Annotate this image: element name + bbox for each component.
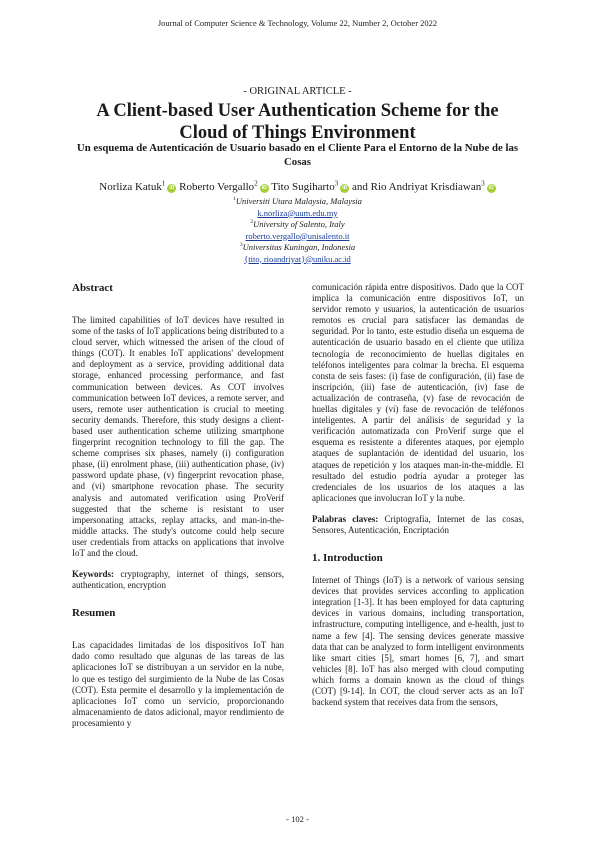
author-affil-sup: 2 (254, 179, 258, 188)
resumen-text-left: Las capacidades limitadas de los dispositivos IoT han dado como resultado que algunas de las tareas de las aplicaciones IoT se distribuyan a un servidor en la nube, lo que es testigo del surgimiento de la Nube de las Cosas (COT). Esta permite el desarrollo y la implementación de aplicaciones IoT como un servicio, proporcionando almacenamiento de datos adicional, mayor rendimiento de procesamiento y (72, 640, 284, 728)
affiliation-email-link[interactable]: {tito, rioandriyat}@uniku.ac.id (244, 253, 351, 264)
keywords (72, 569, 284, 591)
author-name: Norliza Katuk (99, 181, 162, 193)
affiliation-email-line (0, 231, 595, 243)
affiliation-email-line (0, 208, 595, 220)
page-number: - 102 - (286, 814, 309, 824)
affiliation-sup: 3 (239, 242, 243, 249)
author-affil-sup: 3 (481, 179, 485, 188)
abstract-text: The limited capabilities of IoT devices have resulted in some of the tasks of IoT applications being distributed to a cloud server, which witnessed the arisen of the cloud of things (COT). It enables IoT applications' development and deployment as a service, providing additional data storage, enhanced processing performance, and fast communication between devices. As COT involves communication between IoT devices, a remote server, and users, remote user authentication is crucial to meeting security demands. Therefore, this study designs a client-based user authentication scheme utilizing smartphone fingerprint recognition technology to fill the gap. The scheme comprises six phases, namely (i) configuration phase, (ii) enrolment phase, (iii) authentication phase, (iv) password update phase, (v) fingerprint revocation phase, and (vi) smartphone revocation phase. The security analysis and automated verification using ProVerif suggested that the scheme is resistant to user impersonating attacks, replay attacks, and man-in-the-middle attacks. The study's outcome could help secure user credentials from attacks on applications that involve IoT and the cloud. (72, 315, 284, 558)
palabras-text: Criptografía, Internet de las cosas, Sensores, Autenticación, Encriptación (312, 513, 524, 535)
orcid-icon[interactable]: iD (169, 185, 175, 191)
journal-header: Journal of Computer Science & Technology, Volume 22, Number 2, October 2022 (157, 18, 438, 28)
orcid-icon[interactable]: iD (488, 185, 494, 191)
affiliation-line (0, 219, 595, 231)
affiliation-name: Universiti Utara Malaysia, Malaysia (235, 196, 362, 206)
affiliation-sup: 2 (250, 219, 254, 226)
paper-title: A Client-based User Authentication Scheme for the Cloud of Things Environment (96, 101, 499, 143)
orcid-icon[interactable]: iD (261, 185, 267, 191)
affiliation-email-link[interactable]: roberto.vergallo@unisalento.it (245, 230, 350, 241)
affiliation-email-line (0, 254, 595, 266)
abstract-heading: Abstract (72, 282, 113, 294)
introduction-text: Internet of Things (IoT) is a network of various sensing devices that provides services according to application integration [1-3]. It has been employed for data capturing devices in various domains, including transportation, infrastructure, computing intelligence, and e-health, just to name a few [4]. The sensing devices generate massive data that can be analyzed to form intelligent environments like smart cities [5], smart homes [6, 7], and smart vehicles [8]. IoT has also merged with cloud computing which forms a domain known as the cloud of things (COT) [9-14]. In COT, the cloud server acts as an IoT backend system that receives data from the sensors, (312, 575, 524, 708)
affiliation-line (0, 242, 595, 254)
affiliation-line (0, 196, 595, 208)
affiliation-email-link[interactable]: k.norliza@uum.edu.my (257, 207, 338, 218)
affiliation-sup: 1 (233, 196, 236, 203)
right-column (312, 282, 524, 708)
affiliation-name: University of Salento, Italy (253, 219, 345, 229)
resumen-heading: Resumen (72, 607, 116, 620)
author-name: Rio Andriyat Krisdiawan (370, 181, 482, 193)
keywords-text: cryptography, internet of things, sensors, authentication, encryption (72, 569, 285, 591)
left-column (72, 282, 284, 729)
affiliations (0, 196, 595, 265)
author-affil-sup: 1 (161, 179, 166, 188)
palabras-claves (312, 514, 524, 536)
palabras-label: Palabras claves: (312, 513, 379, 524)
author-name: Tito Sugiharto (271, 181, 335, 193)
author-affil-sup: 3 (334, 179, 339, 188)
affiliation-name: Universitas Kuningan, Indonesia (242, 242, 356, 252)
author-list (0, 181, 595, 193)
paper-subtitle: Un esquema de Autenticación de Usuario basado en el Cliente Para el Entorno de la Nube de las Cosas (76, 142, 519, 168)
authors-and: and (351, 181, 368, 193)
introduction-heading: 1. Introduction (312, 552, 383, 565)
author-name: Roberto Vergallo (179, 181, 255, 193)
keywords-label: Keywords: (72, 569, 114, 580)
orcid-icon[interactable]: iD (342, 185, 348, 191)
resumen-text-right: comunicación rápida entre dispositivos. Dado que la COT implica la comunicación entre dispositivos IoT, un servidor remoto y usuarios, la autenticación de usuarios remotos es crucial para satisfacer las demandas de seguridad. Por lo tanto, este estudio diseña un esquema de autenticación de usuario basado en el cliente que utiliza tecnología de reconocimiento de huellas digitales en teléfonos inteligentes para colmar la brecha. El esquema consta de seis fases: (i) fase de configuración, (ii) fase de inscripción, (iii) fase de autenticación, (iv) fase de actualización de contraseña, (v) fase de revocación de huellas digitales y (vi) fase de revocación de teléfonos inteligentes. A partir del análisis de seguridad y la verificación automatizada con ProVerif surge que el esquema es resistente a diferentes ataques, por ejemplo ataques de suplantación de identidad del usuario, los ataques de repetición y los ataques man-in-the-middle. El resultado del estudio podría ayudar a proteger las credenciales de los usuarios de los ataques a las aplicaciones que involucran IoT y la nube. (312, 282, 524, 503)
article-type: - ORIGINAL ARTICLE - (243, 86, 352, 97)
